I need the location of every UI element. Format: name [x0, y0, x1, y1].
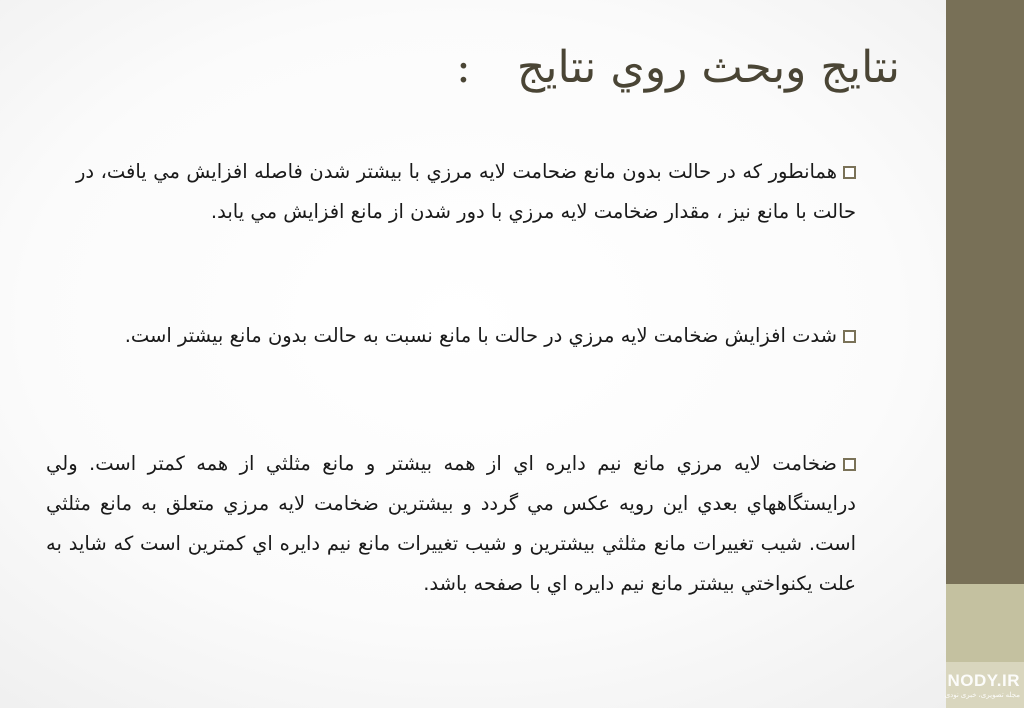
bullet-text: ضخامت لايه مرزي مانع نيم دايره اي از همه بيشتر و مانع مثلثي از همه کمتر است. ولي درايستگاههاي بعدي اين رويه عکس مي گردد و بيشترين ضخامت لايه مرزي متعلق به مانع مثلثي است. شيب تغييرات مانع مثلثي بيشترين و شيب تغييرات مانع نيم دايره اي کمترين است که شايد به علت يکنواختي بيشتر مانع نيم دايره اي با صفحه باشد.	[46, 452, 856, 595]
bullet-text: شدت افزايش ضخامت لايه مرزي در حالت با مانع نسبت به حالت بدون مانع بيشتر است.	[124, 324, 837, 347]
slide-title	[380, 28, 900, 108]
checkbox-bullet-icon	[843, 330, 856, 343]
watermark-logo	[934, 671, 1020, 705]
checkbox-bullet-icon	[843, 458, 856, 471]
bullet-item	[76, 316, 856, 356]
watermark-tagline: مجله تصویری، خبری نودی	[944, 692, 1020, 699]
bullet-item	[76, 152, 856, 232]
checkbox-bullet-icon	[843, 166, 856, 179]
bullet-item	[46, 444, 856, 604]
title-text: نتايج وبحث روي نتايج	[516, 42, 900, 93]
bullet-text: همانطور که در حالت بدون مانع ضحامت لايه مرزي با بيشتر شدن فاصله افزايش مي يافت، در حالت با مانع نيز ، مقدار ضخامت لايه مرزي با دور شدن از مانع افزايش مي يابد.	[76, 160, 856, 223]
title-colon: :	[456, 42, 471, 93]
sidebar-accent-block	[946, 584, 1024, 662]
watermark-brand: NODY.IR	[947, 671, 1020, 690]
